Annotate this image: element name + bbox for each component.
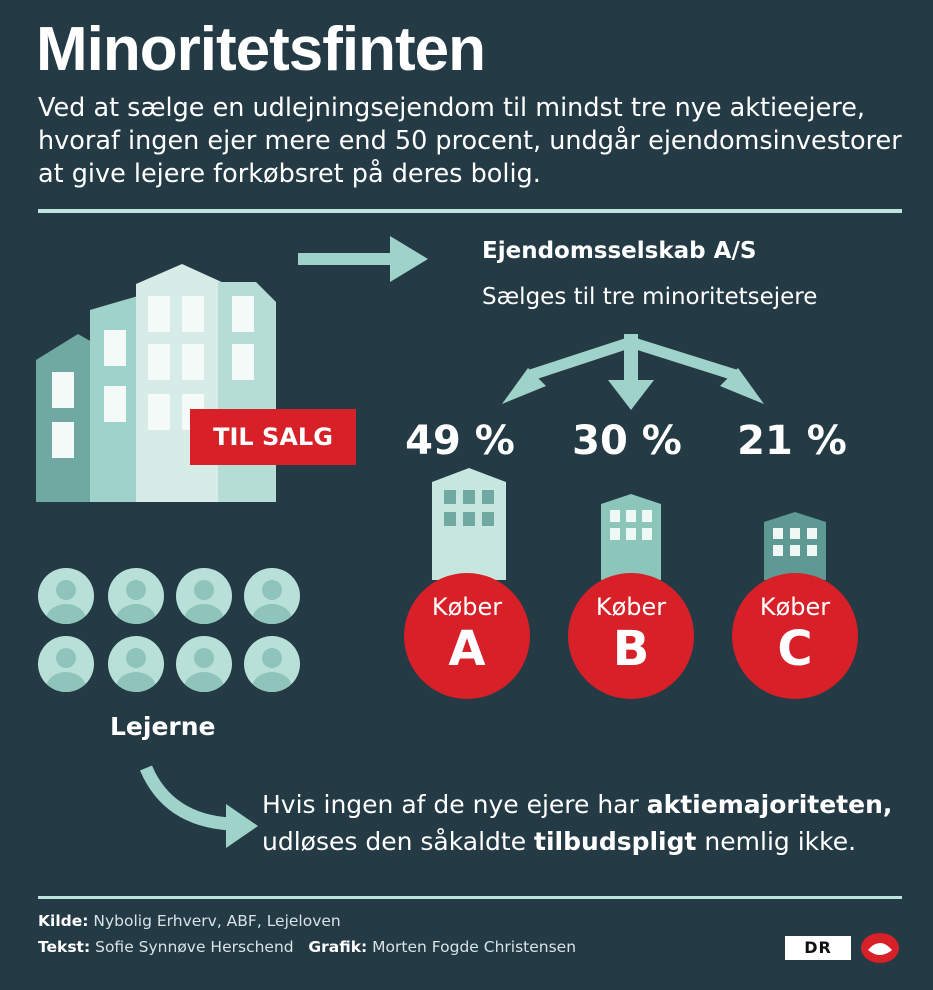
company-name: Ejendomsselskab A/S xyxy=(482,238,757,264)
tenants-icon-group xyxy=(36,566,306,696)
graphic-author: Morten Fogde Christensen xyxy=(372,938,577,956)
text-label: Tekst: xyxy=(38,938,91,956)
buyer-b-label: Køber xyxy=(595,593,667,621)
building-a-icon xyxy=(432,468,506,580)
dr-logo-text: DR xyxy=(785,936,851,960)
buyer-c-letter: C xyxy=(777,621,813,677)
note-text-2: udløses den såkaldte xyxy=(262,827,535,856)
note-text-1: Hvis ingen af de nye ejere har xyxy=(262,790,647,819)
bottom-divider xyxy=(38,896,902,899)
note-bold-2: tilbudspligt xyxy=(534,827,697,856)
buyer-a-label: Køber xyxy=(431,593,503,621)
buyer-c-share: 21 % xyxy=(737,418,847,464)
graphic-label: Grafik: xyxy=(308,938,368,956)
curved-arrow-icon xyxy=(140,764,260,854)
tenants-label: Lejerne xyxy=(110,712,216,741)
split-arrows-icon xyxy=(498,334,778,414)
buyer-c-badge xyxy=(732,573,858,699)
credits-line xyxy=(38,934,576,960)
dr-logo-icon xyxy=(860,932,900,964)
footer-credits xyxy=(38,908,576,960)
top-divider xyxy=(38,209,902,213)
text-author: Sofie Synnøve Herschend xyxy=(95,938,294,956)
conclusion-note xyxy=(262,786,922,860)
company-subtitle: Sælges til tre minoritetsejere xyxy=(482,284,818,310)
buyer-a-letter: A xyxy=(448,621,486,677)
building-b-icon xyxy=(601,494,661,580)
source-value: Nybolig Erhverv, ABF, Lejeloven xyxy=(93,912,341,930)
arrow-right-icon xyxy=(298,236,428,282)
apartment-building-icon xyxy=(36,262,366,502)
buyer-a-badge xyxy=(404,573,530,699)
buyer-b-badge xyxy=(568,573,694,699)
building-c-icon xyxy=(764,512,826,580)
source-line xyxy=(38,908,576,934)
source-label: Kilde: xyxy=(38,912,89,930)
page-title: Minoritetsfinten xyxy=(36,15,485,84)
buyer-a-share: 49 % xyxy=(405,418,515,464)
intro-text: Ved at sælge en udlejningsejendom til mindst tre nye aktieejere, hvoraf ingen ejer mere end 50 procent, undgår ejendomsinvestorer at give lejere forkøbsret på deres bolig. xyxy=(38,93,902,189)
buyer-c-label: Køber xyxy=(759,593,831,621)
note-bold-1: aktiemajoriteten, xyxy=(646,790,893,819)
note-text-3: nemlig ikke. xyxy=(696,827,857,856)
buyer-b-share: 30 % xyxy=(572,418,682,464)
buyer-b-letter: B xyxy=(612,621,650,677)
for-sale-sign: TIL SALG xyxy=(190,409,356,465)
